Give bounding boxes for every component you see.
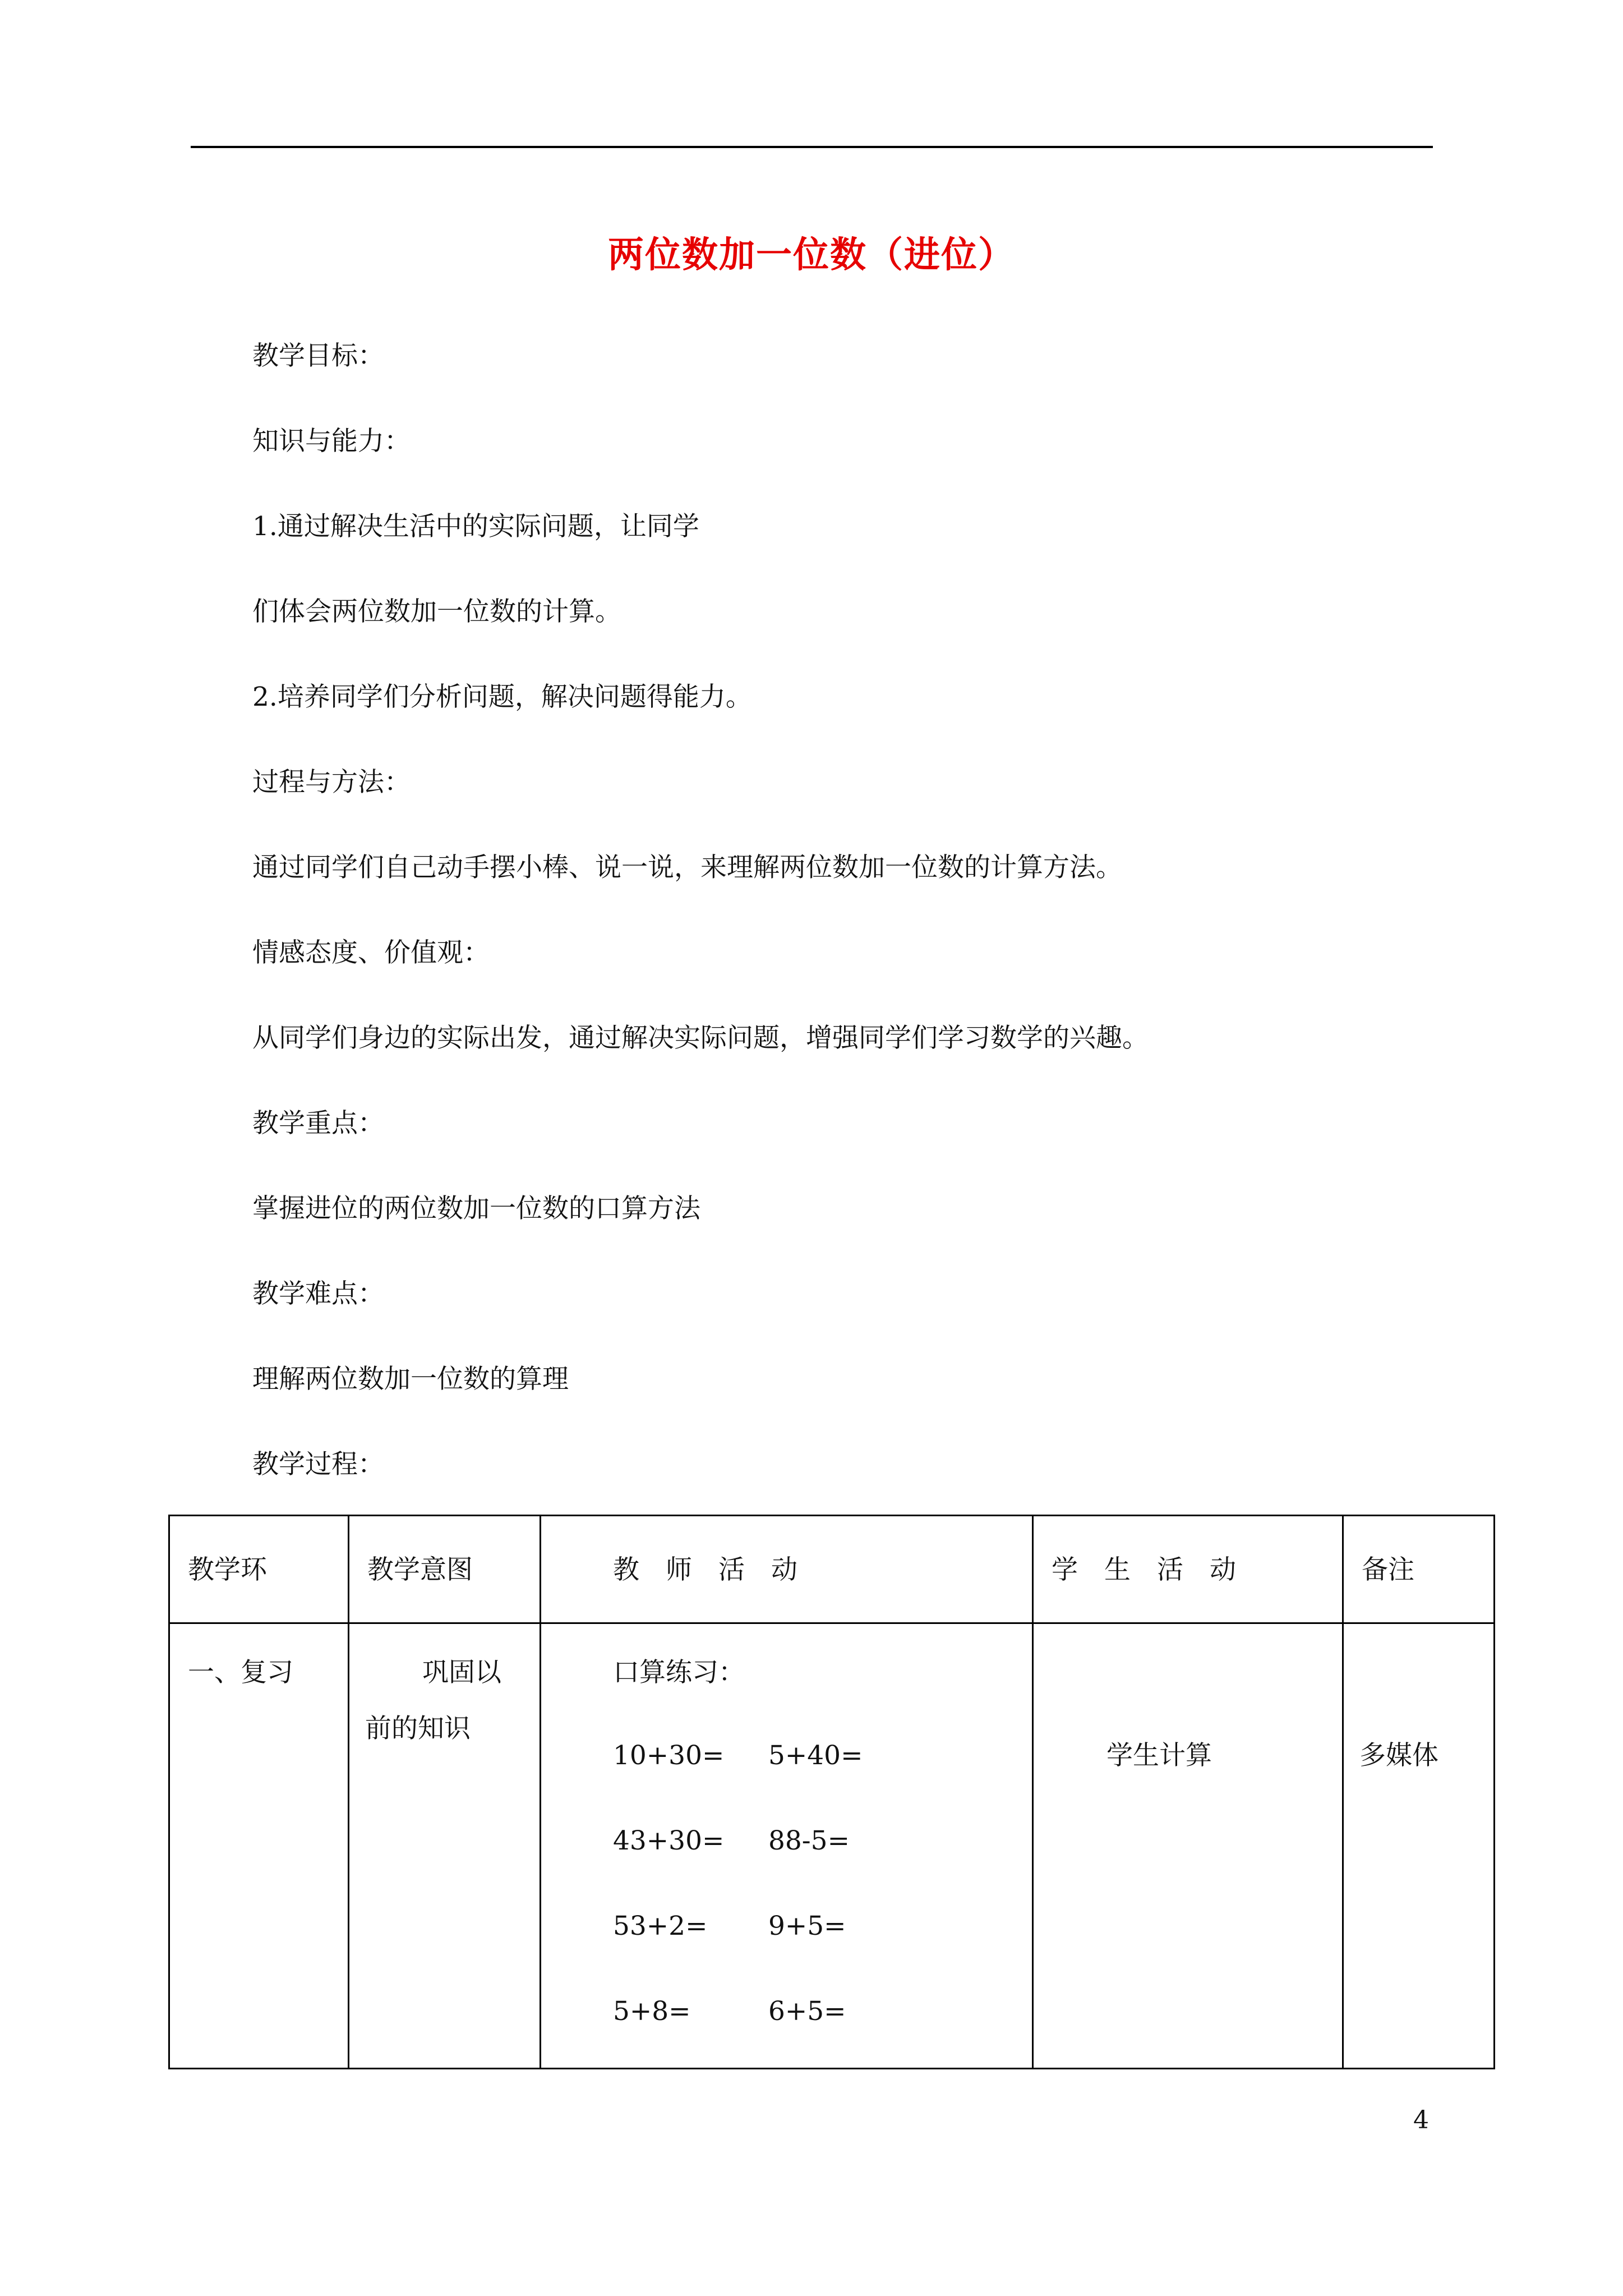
- header-stage: 教学环: [169, 1516, 349, 1623]
- paragraph: 情感态度、价值观：: [252, 937, 490, 968]
- intent-line-2: 前的知识: [365, 1713, 471, 1744]
- exercise-item: 5+40=: [768, 1740, 863, 1771]
- header-teacher-activity: 教 师 活 动: [541, 1516, 1033, 1623]
- exercise-item: 88-5=: [768, 1825, 850, 1856]
- lesson-process-table: [168, 1515, 1495, 2069]
- header-notes: 备注: [1343, 1516, 1495, 1623]
- header-intent: 教学意图: [349, 1516, 541, 1623]
- paragraph: 2.培养同学们分析问题，解决问题得能力。: [252, 682, 752, 712]
- exercise-item: 43+30=: [613, 1825, 725, 1856]
- intent-cell: [349, 1623, 541, 2069]
- paragraph: 掌握进位的两位数加一位数的口算方法: [252, 1193, 700, 1224]
- paragraph: 教学目标：: [252, 341, 384, 371]
- exercise-item: 10+30=: [613, 1740, 725, 1771]
- notes-text: 多媒体: [1359, 1740, 1438, 1771]
- paragraph: 知识与能力：: [252, 426, 411, 457]
- exercise-item: 6+5=: [768, 1996, 846, 2027]
- stage-label: 一、复习: [188, 1657, 293, 1688]
- paragraph: 1.通过解决生活中的实际问题，让同学: [252, 511, 699, 542]
- paragraph: 理解两位数加一位数的算理: [252, 1364, 569, 1395]
- page-number: 4: [1413, 2106, 1429, 2134]
- paragraph: 从同学们身边的实际出发，通过解决实际问题，增强同学们学习数学的兴趣。: [252, 1023, 1149, 1053]
- table-row: [169, 1623, 1495, 2069]
- student-activity-text: 学生计算: [1106, 1740, 1212, 1771]
- stage-cell: [169, 1623, 349, 2069]
- paragraph: 教学过程：: [252, 1449, 384, 1480]
- header-rule: [191, 146, 1433, 148]
- table-header-row: [169, 1516, 1495, 1623]
- paragraph: 教学重点：: [252, 1108, 384, 1139]
- teacher-activity-cell: [541, 1623, 1033, 2069]
- paragraph: 通过同学们自己动手摆小棒、说一说，来理解两位数加一位数的计算方法。: [252, 852, 1122, 883]
- student-activity-cell: [1033, 1623, 1343, 2069]
- notes-cell: [1343, 1623, 1495, 2069]
- exercise-item: 53+2=: [613, 1911, 708, 1941]
- paragraph: 教学难点：: [252, 1278, 384, 1309]
- paragraph: 们体会两位数加一位数的计算。: [252, 596, 621, 627]
- paragraph: 过程与方法：: [252, 767, 411, 798]
- teacher-activity-title: 口算练习：: [613, 1657, 745, 1688]
- header-student-activity: 学 生 活 动: [1033, 1516, 1343, 1623]
- exercise-item: 5+8=: [613, 1996, 691, 2027]
- exercise-item: 9+5=: [768, 1911, 846, 1941]
- page-title: 两位数加一位数（进位）: [608, 234, 1015, 276]
- intent-line-1: 巩固以: [422, 1657, 501, 1688]
